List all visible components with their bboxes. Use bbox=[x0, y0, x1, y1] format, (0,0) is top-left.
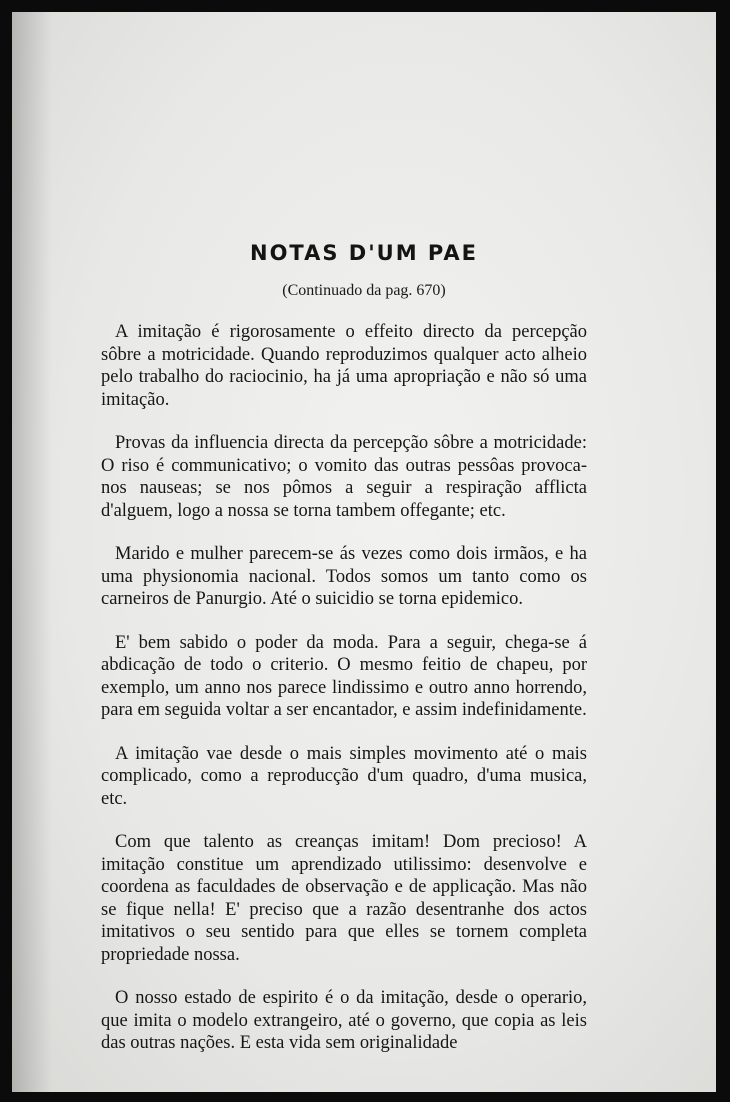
paragraph: E' bem sabido o poder da moda. Para a seguir, chega-se á abdicação de todo o criterio. O mesmo feitio de chapeu, por exemplo, um anno nos parece lindissimo e outro anno horrendo, para em seguida voltar a ser encantador, e assim indefinidamente. bbox=[101, 632, 587, 720]
paragraph: Provas da influencia directa da percepção sôbre a motricidade: O riso é communicativo; o vomito das outras pessôas provoca-nos nauseas; se nos pômos a seguir a respiração afflicta d'alguem, logo a nossa se torna tambem offegante; etc. bbox=[101, 433, 587, 521]
paragraph: Marido e mulher parecem-se ás vezes como dois irmãos, e ha uma physionomia nacional. Todos somos um tanto como os carneiros de Panurgio. Até o suicidio se torna epidemico. bbox=[101, 544, 587, 609]
paragraph: Com que talento as creanças imitam! Dom precioso! A imitação constitue um aprendizado utilissimo: desenvolve e coordena as faculdades de observação e de applicação. Mas não se fique nella! E' preciso que a razão desentranhe dos actos imitativos o seu sentido para que elles se tornem completa propriedade nossa. bbox=[101, 832, 587, 965]
body-text bbox=[101, 321, 587, 1076]
paragraph: O nosso estado de espirito é o da imitação, desde o operario, que imita o modelo extrangeiro, até o governo, que copia as leis das outras nações. E esta vida sem originalidade bbox=[101, 988, 587, 1053]
paragraph: A imitação vae desde o mais simples movimento até o mais complicado, como a reproducção d'um quadro, d'uma musica, etc. bbox=[101, 743, 587, 809]
page-title: NOTAS D'UM PAE bbox=[250, 241, 478, 265]
scanned-page bbox=[12, 12, 716, 1092]
continuation-note: (Continuado da pag. 670) bbox=[282, 282, 446, 299]
paragraph: A imitação é rigorosamente o effeito directo da percepção sôbre a motricidade. Quando reproduzimos qualquer acto alheio pelo trabalho do raciocinio, ha já uma apropriação e não só uma imitação. bbox=[101, 322, 587, 410]
